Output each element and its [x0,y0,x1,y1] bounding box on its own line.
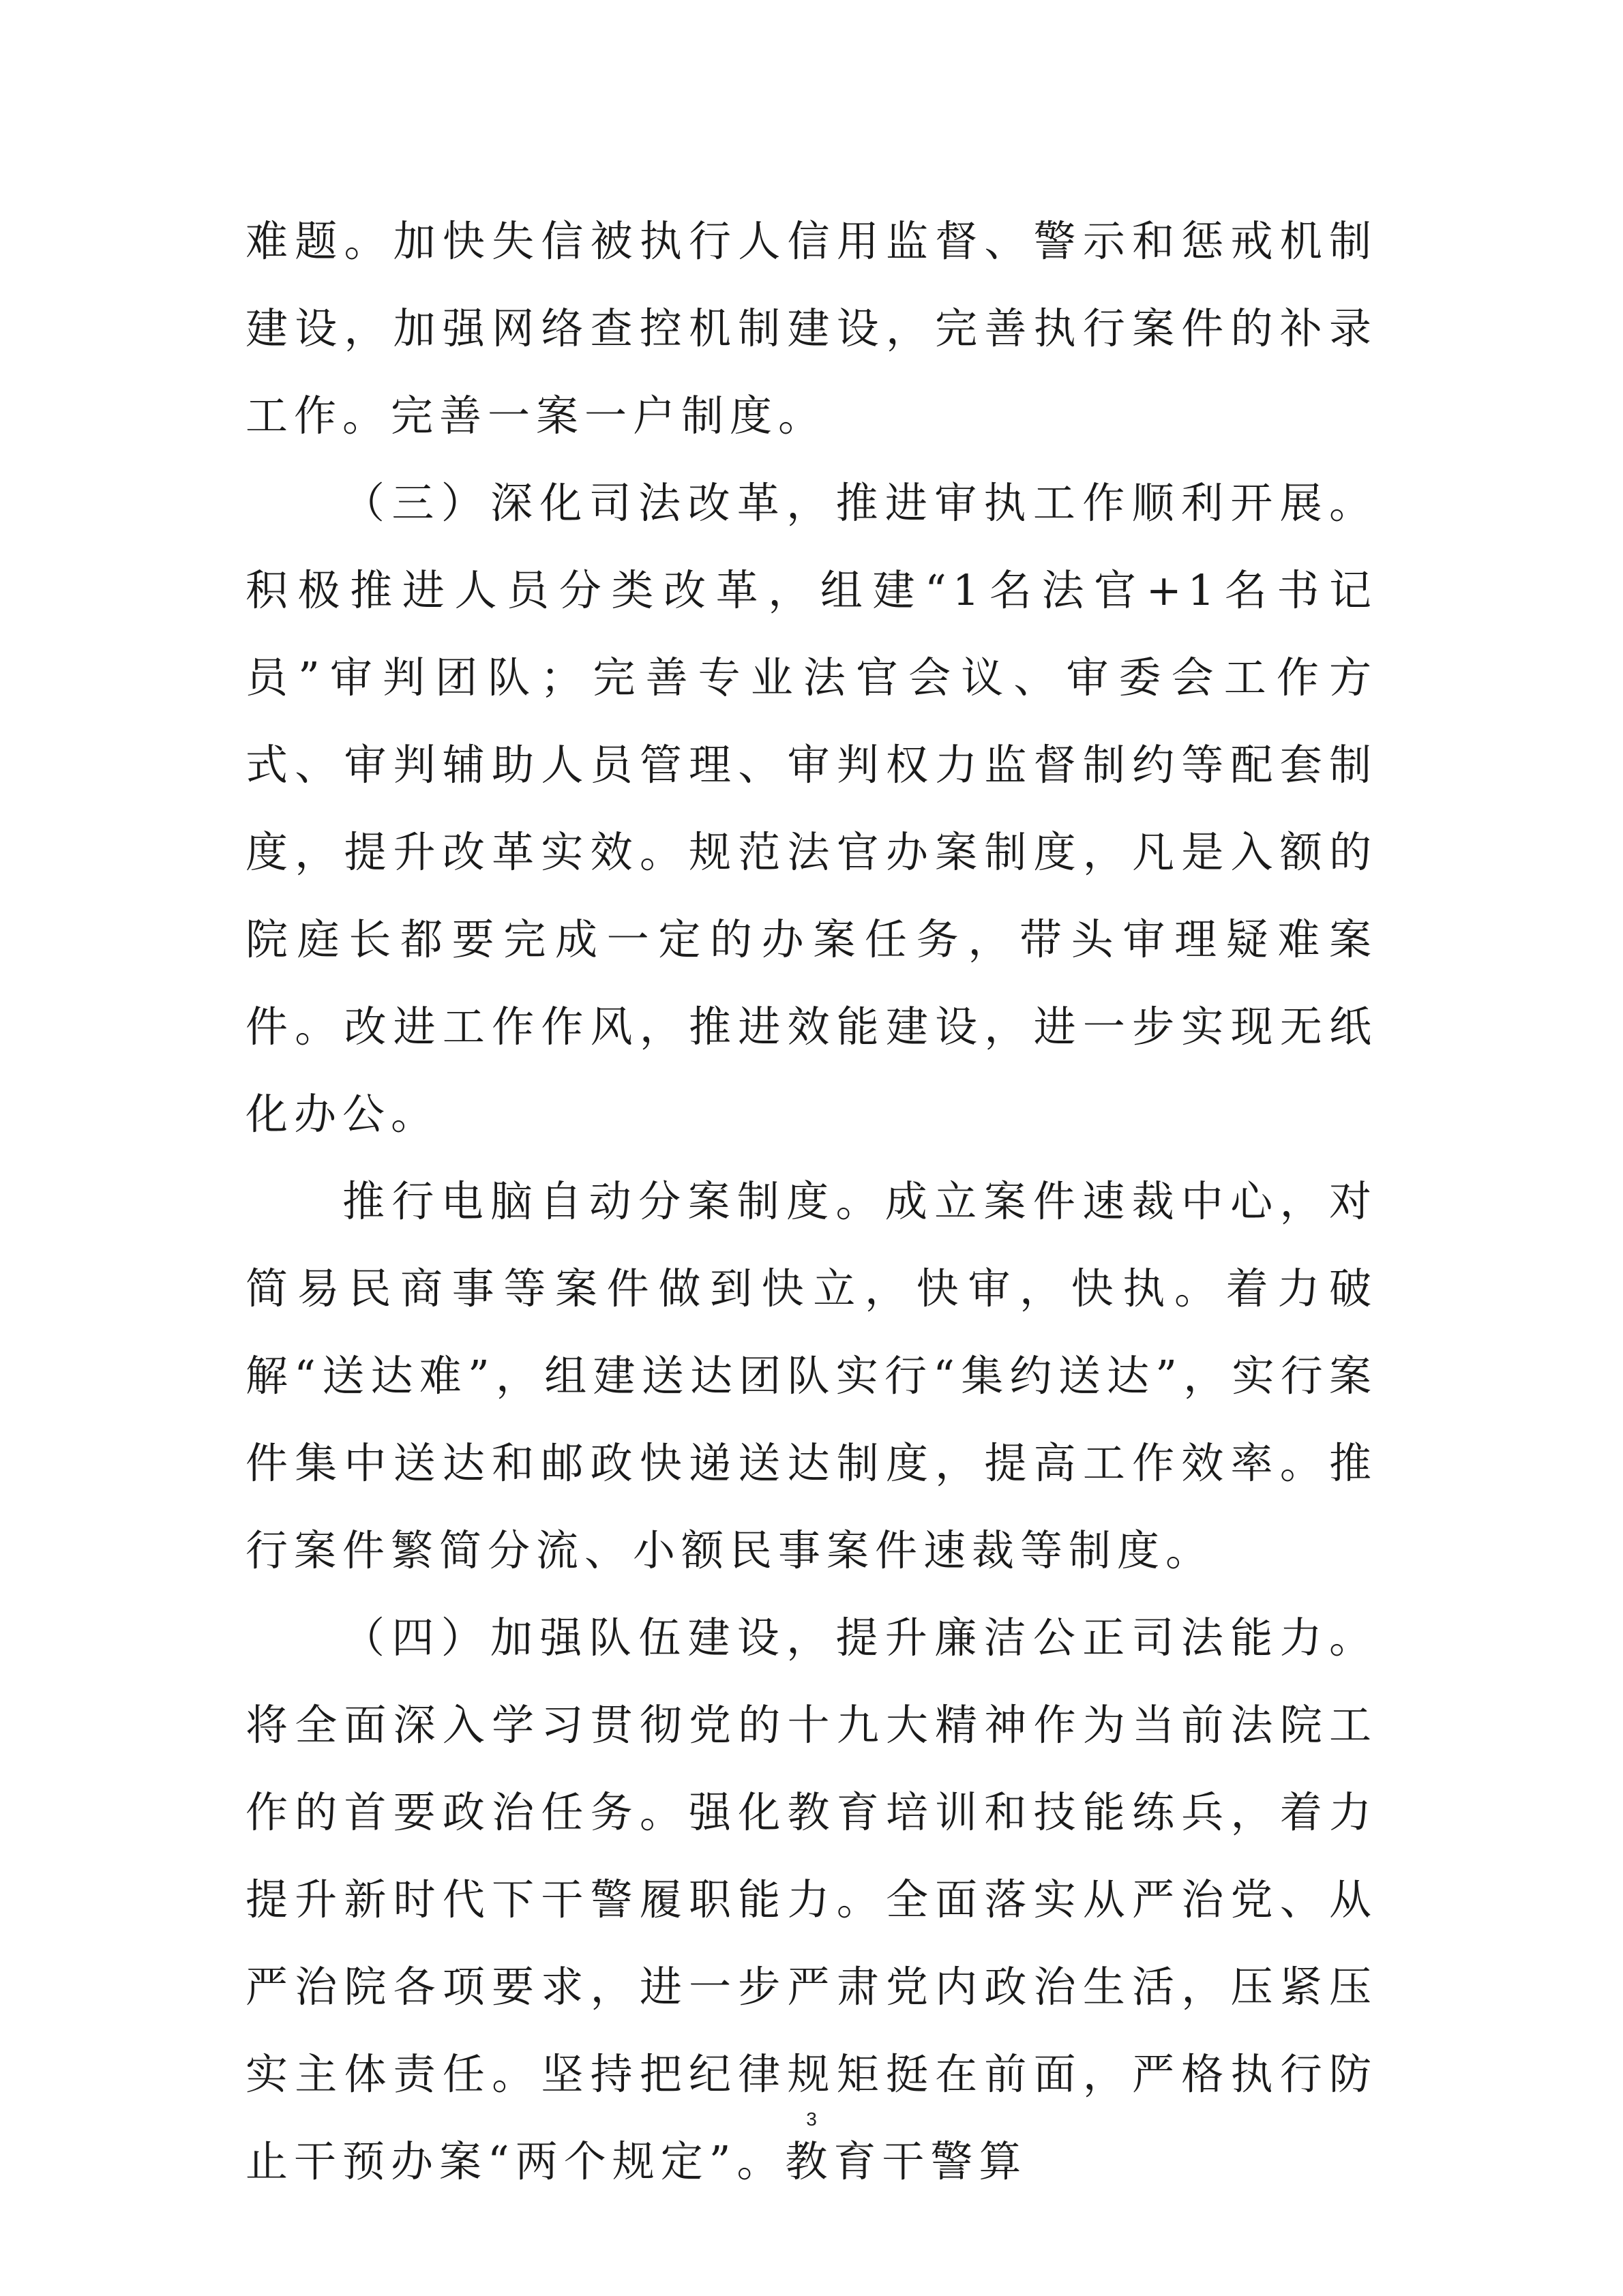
paragraph-case-assignment: 推行电脑自动分案制度。成立案件速裁中心，对简易民商事等案件做到快立，快审，快执。着力破解“送达难”，组建送达团队实行“集约送达”，实行案件集中送达和邮政快递送达制度，提高工作效率。推行案件繁简分流、小额民事案件速裁等制度。 [245,1176,1378,1575]
body-text [245,198,1378,2205]
page-number: 3 [806,2108,817,2130]
paragraph-section-three: （三）深化司法改革，推进审执工作顺利开展。积极推进人员分类改革，组建“1名法官+1名书记员”审判团队；完善专业法官会议、审委会工作方式、审判辅助人员管理、审判权力监督制约等配套制度，提升改革实效。规范法官办案制度，凡是入额的院庭长都要完成一定的办案任务，带头审理疑难案件。改进工作作风，推进效能建设，进一步实现无纸化办公。 [245,478,1378,1139]
paragraph-continuation: 难题。加快失信被执行人信用监督、警示和惩戒机制建设，加强网络查控机制建设，完善执行案件的补录工作。完善一案一户制度。 [245,216,1378,441]
paragraph-section-four: （四）加强队伍建设，提升廉洁公正司法能力。将全面深入学习贯彻党的十九大精神作为当前法院工作的首要政治任务。强化教育培训和技能练兵，着力提升新时代下干警履职能力。全面落实从严治党、从严治院各项要求，进一步严肃党内政治生活，压紧压实主体责任。坚持把纪律规矩挺在前面，严格执行防止干预办案“两个规定”。教育干警算 [245,1613,1378,2186]
